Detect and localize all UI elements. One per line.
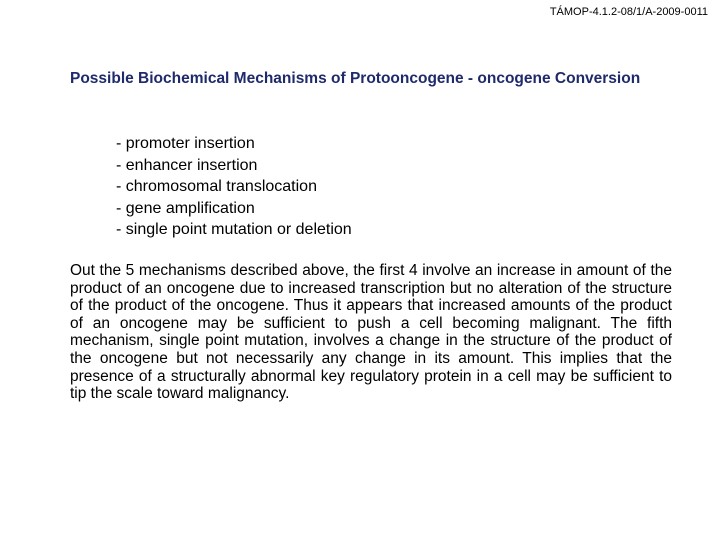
mechanism-item: - chromosomal translocation [116,176,352,198]
project-code: TÁMOP-4.1.2-08/1/A-2009-0011 [549,6,708,18]
mechanism-list [116,133,352,241]
mechanism-item: - enhancer insertion [116,155,352,177]
mechanism-item: - promoter insertion [116,133,352,155]
mechanism-item: - gene amplification [116,198,352,220]
slide-title: Possible Biochemical Mechanisms of Protooncogene - oncogene Conversion [70,70,641,87]
explanation-paragraph: Out the 5 mechanisms described above, the first 4 involve an increase in amount of the product of an oncogene due to increased transcription but no alteration of the structure of the product of the oncogene. Thus it appears that increased amounts of the product of an oncogene may be sufficient to push a cell becoming malignant. The fifth mechanism, single point mutation, involves a change in the structure of the product of the oncogene but not necessarily any change in its amount. This implies that the presence of a structurally abnormal key regulatory protein in a cell may be sufficient to tip the scale toward malignancy. [70,262,672,403]
mechanism-item: - single point mutation or deletion [116,219,352,241]
